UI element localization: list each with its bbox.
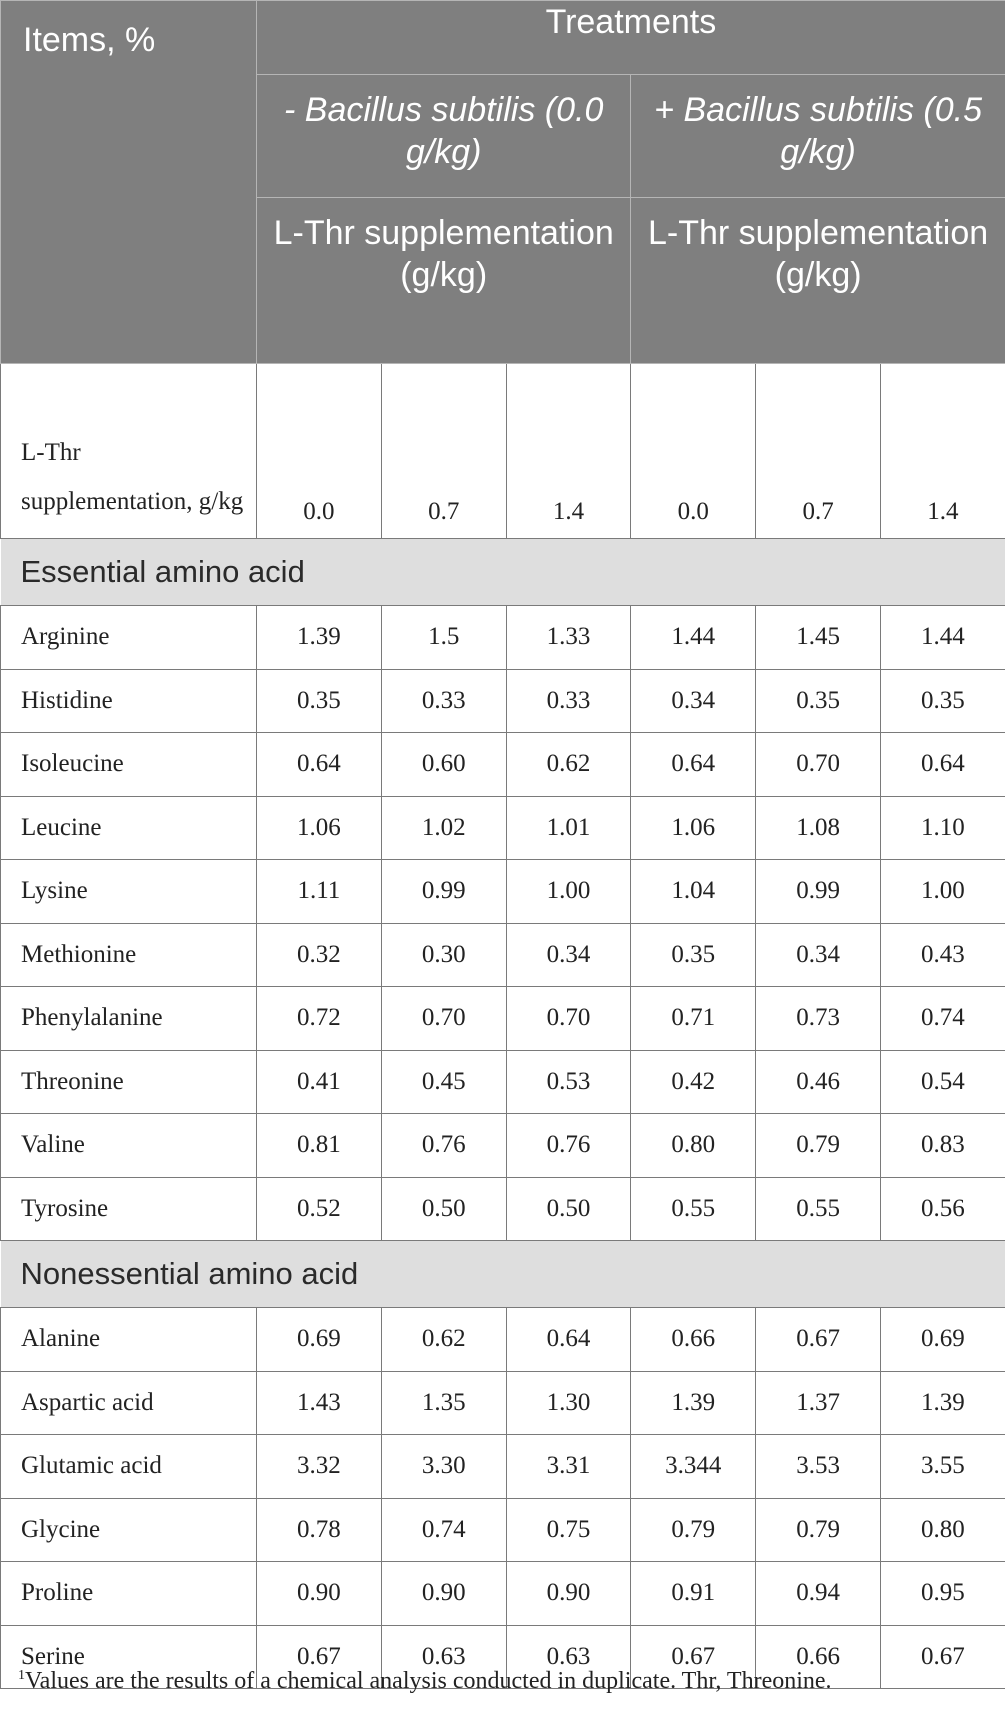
level-cell: 1.4 — [880, 364, 1005, 539]
value-cell: 0.79 — [756, 1498, 881, 1562]
value-cell: 0.55 — [631, 1177, 756, 1241]
value-cell: 1.44 — [880, 606, 1005, 670]
value-cell: 1.45 — [756, 606, 881, 670]
value-cell: 0.69 — [880, 1308, 1005, 1372]
table-row — [1, 1498, 1005, 1562]
value-cell: 0.95 — [880, 1562, 1005, 1626]
value-cell: 1.39 — [257, 606, 382, 670]
value-cell: 0.35 — [880, 669, 1005, 733]
value-cell: 0.35 — [257, 669, 382, 733]
amino-acid-name: Phenylalanine — [1, 987, 257, 1051]
table-row — [1, 923, 1005, 987]
value-cell: 1.11 — [257, 860, 382, 924]
value-cell: 0.75 — [506, 1498, 631, 1562]
value-cell: 0.76 — [381, 1114, 506, 1178]
amino-acid-name: Threonine — [1, 1050, 257, 1114]
footnote-text: Values are the results of a chemical analysis conducted in duplicate. Thr, Threonine. — [25, 1668, 832, 1694]
value-cell: 0.91 — [631, 1562, 756, 1626]
group-sub-label-plus: L-Thr supplementation (g/kg) — [631, 198, 1005, 364]
amino-acid-name: Lysine — [1, 860, 257, 924]
value-cell: 0.70 — [506, 987, 631, 1051]
value-cell: 1.01 — [506, 796, 631, 860]
value-cell: 0.76 — [506, 1114, 631, 1178]
value-cell: 0.90 — [381, 1562, 506, 1626]
level-cell: 1.4 — [506, 364, 631, 539]
value-cell: 0.53 — [506, 1050, 631, 1114]
value-cell: 0.74 — [880, 987, 1005, 1051]
value-cell: 0.81 — [257, 1114, 382, 1178]
amino-acid-name: Alanine — [1, 1308, 257, 1372]
amino-acid-name: Tyrosine — [1, 1177, 257, 1241]
value-cell: 0.90 — [257, 1562, 382, 1626]
value-cell: 0.54 — [880, 1050, 1005, 1114]
value-cell: 0.33 — [506, 669, 631, 733]
value-cell: 0.74 — [381, 1498, 506, 1562]
value-cell: 0.70 — [756, 733, 881, 797]
value-cell: 0.45 — [381, 1050, 506, 1114]
level-row-label: L-Thr supplementation, g/kg — [1, 364, 257, 539]
value-cell: 1.5 — [381, 606, 506, 670]
value-cell: 0.50 — [506, 1177, 631, 1241]
value-cell: 0.80 — [880, 1498, 1005, 1562]
treatments-header: Treatments — [257, 1, 1005, 75]
value-cell: 1.33 — [506, 606, 631, 670]
table-row — [1, 1177, 1005, 1241]
value-cell: 0.64 — [257, 733, 382, 797]
value-cell: 0.62 — [381, 1308, 506, 1372]
level-cell: 0.7 — [381, 364, 506, 539]
header-row-treatments — [1, 1, 1005, 75]
footnote — [18, 1668, 832, 1695]
footnote-marker: 1 — [18, 1668, 25, 1683]
level-cell: 0.0 — [631, 364, 756, 539]
amino-acid-name: Serine — [1, 1625, 257, 1689]
value-cell: 1.06 — [257, 796, 382, 860]
amino-acid-name: Proline — [1, 1562, 257, 1626]
value-cell: 0.80 — [631, 1114, 756, 1178]
value-cell: 0.35 — [756, 669, 881, 733]
value-cell: 0.67 — [756, 1308, 881, 1372]
table-row — [1, 1371, 1005, 1435]
value-cell: 1.08 — [756, 796, 881, 860]
section-row — [1, 539, 1005, 606]
value-cell: 1.06 — [631, 796, 756, 860]
value-cell: 0.99 — [756, 860, 881, 924]
value-cell: 1.35 — [381, 1371, 506, 1435]
level-row — [1, 364, 1005, 539]
value-cell: 0.67 — [257, 1625, 382, 1689]
value-cell: 1.39 — [880, 1371, 1005, 1435]
table-row — [1, 1435, 1005, 1499]
items-header: Items, % — [1, 1, 257, 364]
value-cell: 0.42 — [631, 1050, 756, 1114]
value-cell: 0.71 — [631, 987, 756, 1051]
level-cell: 0.0 — [257, 364, 382, 539]
table-row — [1, 987, 1005, 1051]
value-cell: 1.37 — [756, 1371, 881, 1435]
value-cell: 0.50 — [381, 1177, 506, 1241]
value-cell: 0.79 — [631, 1498, 756, 1562]
amino-acid-name: Arginine — [1, 606, 257, 670]
value-cell: 0.63 — [381, 1625, 506, 1689]
amino-acid-name: Isoleucine — [1, 733, 257, 797]
table-row — [1, 606, 1005, 670]
amino-acid-name: Glycine — [1, 1498, 257, 1562]
value-cell: 1.39 — [631, 1371, 756, 1435]
value-cell: 3.30 — [381, 1435, 506, 1499]
value-cell: 0.66 — [756, 1625, 881, 1689]
value-cell: 0.41 — [257, 1050, 382, 1114]
value-cell: 1.30 — [506, 1371, 631, 1435]
table-row — [1, 1050, 1005, 1114]
group-header-minus-bacillus: - Bacillus subtilis (0.0 g/kg) — [257, 75, 631, 198]
value-cell: 0.62 — [506, 733, 631, 797]
table-body — [1, 539, 1005, 1689]
value-cell: 0.56 — [880, 1177, 1005, 1241]
value-cell: 1.44 — [631, 606, 756, 670]
value-cell: 0.32 — [257, 923, 382, 987]
value-cell: 0.67 — [880, 1625, 1005, 1689]
value-cell: 0.55 — [756, 1177, 881, 1241]
value-cell: 1.04 — [631, 860, 756, 924]
value-cell: 0.52 — [257, 1177, 382, 1241]
value-cell: 0.67 — [631, 1625, 756, 1689]
value-cell: 3.55 — [880, 1435, 1005, 1499]
amino-acid-name: Aspartic acid — [1, 1371, 257, 1435]
value-cell: 1.10 — [880, 796, 1005, 860]
value-cell: 0.83 — [880, 1114, 1005, 1178]
value-cell: 1.02 — [381, 796, 506, 860]
value-cell: 1.43 — [257, 1371, 382, 1435]
value-cell: 0.60 — [381, 733, 506, 797]
level-cell: 0.7 — [756, 364, 881, 539]
value-cell: 0.64 — [631, 733, 756, 797]
table-row — [1, 860, 1005, 924]
table-row — [1, 1562, 1005, 1626]
value-cell: 0.70 — [381, 987, 506, 1051]
value-cell: 0.43 — [880, 923, 1005, 987]
value-cell: 0.78 — [257, 1498, 382, 1562]
value-cell: 0.34 — [506, 923, 631, 987]
value-cell: 0.33 — [381, 669, 506, 733]
amino-acid-name: Histidine — [1, 669, 257, 733]
value-cell: 0.90 — [506, 1562, 631, 1626]
value-cell: 0.79 — [756, 1114, 881, 1178]
value-cell: 0.72 — [257, 987, 382, 1051]
value-cell: 3.32 — [257, 1435, 382, 1499]
table-row — [1, 796, 1005, 860]
amino-acid-name: Glutamic acid — [1, 1435, 257, 1499]
value-cell: 0.99 — [381, 860, 506, 924]
value-cell: 0.69 — [257, 1308, 382, 1372]
value-cell: 0.63 — [506, 1625, 631, 1689]
value-cell: 3.53 — [756, 1435, 881, 1499]
value-cell: 0.64 — [506, 1308, 631, 1372]
value-cell: 0.94 — [756, 1562, 881, 1626]
amino-acid-name: Leucine — [1, 796, 257, 860]
table-row — [1, 669, 1005, 733]
value-cell: 0.73 — [756, 987, 881, 1051]
value-cell: 0.34 — [756, 923, 881, 987]
amino-acid-name: Methionine — [1, 923, 257, 987]
section-title: Essential amino acid — [1, 539, 1005, 606]
group-sub-label-minus: L-Thr supplementation (g/kg) — [257, 198, 631, 364]
value-cell: 0.35 — [631, 923, 756, 987]
value-cell: 1.00 — [880, 860, 1005, 924]
section-row — [1, 1241, 1005, 1308]
value-cell: 3.344 — [631, 1435, 756, 1499]
section-title: Nonessential amino acid — [1, 1241, 1005, 1308]
amino-acid-name: Valine — [1, 1114, 257, 1178]
value-cell: 0.30 — [381, 923, 506, 987]
value-cell: 1.00 — [506, 860, 631, 924]
value-cell: 0.66 — [631, 1308, 756, 1372]
table-row — [1, 1308, 1005, 1372]
value-cell: 0.46 — [756, 1050, 881, 1114]
group-header-plus-bacillus: + Bacillus subtilis (0.5 g/kg) — [631, 75, 1005, 198]
table-row — [1, 1114, 1005, 1178]
value-cell: 0.34 — [631, 669, 756, 733]
value-cell: 0.64 — [880, 733, 1005, 797]
value-cell: 3.31 — [506, 1435, 631, 1499]
table-row — [1, 733, 1005, 797]
